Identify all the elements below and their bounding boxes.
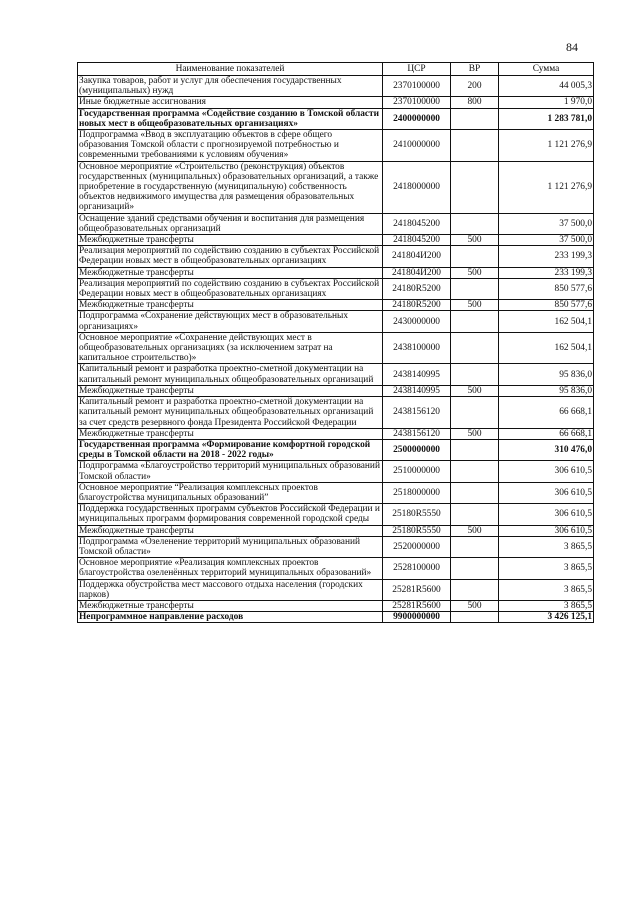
row-name: Подпрограмма «Сохранение действующих мест в образовательных организациях» [78, 311, 383, 332]
row-name: Капитальный ремонт и разработка проектно-сметной документации на капитальный ремонт муниципальных общеобразовательных организаций за счет средств резервного фонда Президента Российской Федерации [78, 397, 383, 429]
row-name: Подпрограмма «Ввод в эксплуатацию объектов в сфере общего образования Томской области с прогнозируемой потребностью и современными требованиями к условиям обучения» [78, 130, 383, 162]
row-name: Межбюджетные трансферты [78, 300, 383, 311]
header-sum: Сумма [499, 63, 594, 76]
row-vr [451, 612, 499, 623]
row-vr: 500 [451, 428, 499, 439]
row-name: Реализация мероприятий по содействию созданию в субъектах Российской Федерации новых мест в общеобразовательных организациях [78, 278, 383, 299]
row-name: Межбюджетные трансферты [78, 600, 383, 611]
row-csr: 2410000000 [383, 130, 451, 162]
table-row [78, 439, 594, 460]
row-csr: 25180R5550 [383, 504, 451, 525]
row-sum: 95 836,0 [499, 385, 594, 396]
table-header-row [78, 63, 594, 76]
row-vr [451, 364, 499, 385]
row-vr: 500 [451, 600, 499, 611]
table-row [78, 428, 594, 439]
row-sum: 3 865,5 [499, 600, 594, 611]
table-row [78, 525, 594, 536]
row-csr: 241804И200 [383, 246, 451, 267]
row-csr: 2370100000 [383, 97, 451, 108]
row-name: Непрограммное направление расходов [78, 612, 383, 623]
row-vr [451, 161, 499, 213]
row-sum: 3 865,5 [499, 558, 594, 579]
row-sum: 162 504,1 [499, 332, 594, 364]
row-sum: 66 668,1 [499, 397, 594, 429]
table-row [78, 536, 594, 557]
row-csr: 2520000000 [383, 536, 451, 557]
row-sum: 306 610,5 [499, 461, 594, 482]
row-csr: 2438140995 [383, 364, 451, 385]
row-name: Государственная программа «Формирование комфортной городской среды в Томской области на 2018 - 2022 годы» [78, 439, 383, 460]
row-vr [451, 108, 499, 129]
table-row [78, 364, 594, 385]
row-sum: 233 199,3 [499, 267, 594, 278]
row-sum: 850 577,6 [499, 278, 594, 299]
row-sum: 3 426 125,1 [499, 612, 594, 623]
row-csr: 2430000000 [383, 311, 451, 332]
row-sum: 3 865,5 [499, 579, 594, 600]
row-name: Межбюджетные трансферты [78, 267, 383, 278]
row-name: Поддержка обустройства мест массового отдыха населения (городских парков) [78, 579, 383, 600]
row-name: Межбюджетные трансферты [78, 235, 383, 246]
row-sum: 66 668,1 [499, 428, 594, 439]
row-sum: 306 610,5 [499, 504, 594, 525]
row-vr: 500 [451, 300, 499, 311]
row-name: Основное мероприятие «Сохранение действующих мест в общеобразовательных организациях (за исключением затрат на капитальное строительство)» [78, 332, 383, 364]
row-vr: 200 [451, 76, 499, 97]
row-vr [451, 558, 499, 579]
table-row [78, 397, 594, 429]
row-vr [451, 579, 499, 600]
table-row [78, 612, 594, 623]
row-sum: 1 283 781,0 [499, 108, 594, 129]
row-name: Межбюджетные трансферты [78, 385, 383, 396]
row-vr [451, 536, 499, 557]
row-name: Закупка товаров, работ и услуг для обеспечения государственных (муниципальных) нужд [78, 76, 383, 97]
row-vr [451, 397, 499, 429]
row-name: Поддержка государственных программ субъектов Российской Федерации и муниципальных программ формирования современной городской среды [78, 504, 383, 525]
row-sum: 37 500,0 [499, 213, 594, 234]
row-csr: 25281R5600 [383, 579, 451, 600]
row-sum: 162 504,1 [499, 311, 594, 332]
row-vr [451, 246, 499, 267]
row-vr [451, 482, 499, 503]
row-csr: 2438140995 [383, 385, 451, 396]
table-row [78, 504, 594, 525]
row-name: Подпрограмма «Благоустройство территорий муниципальных образований Томской области» [78, 461, 383, 482]
row-name: Иные бюджетные ассигнования [78, 97, 383, 108]
table-row [78, 579, 594, 600]
row-csr: 24180R5200 [383, 300, 451, 311]
row-vr [451, 461, 499, 482]
row-name: Оснащение зданий средствами обучения и воспитания для размещения общеобразовательных организаций [78, 213, 383, 234]
table-row [78, 235, 594, 246]
row-csr: 2518000000 [383, 482, 451, 503]
row-csr: 241804И200 [383, 267, 451, 278]
row-vr [451, 311, 499, 332]
row-sum: 37 500,0 [499, 235, 594, 246]
table-row [78, 482, 594, 503]
row-csr: 2418000000 [383, 161, 451, 213]
row-vr: 800 [451, 97, 499, 108]
row-sum: 233 199,3 [499, 246, 594, 267]
row-vr [451, 278, 499, 299]
row-csr: 9900000000 [383, 612, 451, 623]
row-sum: 306 610,5 [499, 482, 594, 503]
table-row [78, 332, 594, 364]
row-sum: 310 476,0 [499, 439, 594, 460]
row-sum: 306 610,5 [499, 525, 594, 536]
row-name: Основное мероприятие “Реализация комплексных проектов благоустройства муниципальных образований” [78, 482, 383, 503]
header-vr: ВР [451, 63, 499, 76]
row-name: Межбюджетные трансферты [78, 428, 383, 439]
row-csr: 24180R5200 [383, 278, 451, 299]
row-name: Межбюджетные трансферты [78, 525, 383, 536]
table-row [78, 246, 594, 267]
table-row [78, 461, 594, 482]
row-name: Основное мероприятие «Строительство (реконструкция) объектов государственных (муниципальных) образовательных организаций, а также приобретение в государственную (муниципальную) собственность объектов недвижимого имущества для размещения образовательных организаций» [78, 161, 383, 213]
row-vr: 500 [451, 267, 499, 278]
row-sum: 95 836,0 [499, 364, 594, 385]
page-number: 84 [566, 40, 578, 54]
table-row [78, 600, 594, 611]
row-vr [451, 332, 499, 364]
table-row [78, 97, 594, 108]
row-vr [451, 213, 499, 234]
row-name: Подпрограмма «Озеленение территорий муниципальных образований Томской области» [78, 536, 383, 557]
table-row [78, 385, 594, 396]
row-sum: 3 865,5 [499, 536, 594, 557]
table-row [78, 311, 594, 332]
row-vr: 500 [451, 385, 499, 396]
row-csr: 25281R5600 [383, 600, 451, 611]
table-row [78, 213, 594, 234]
table-row [78, 300, 594, 311]
row-csr: 2438156120 [383, 428, 451, 439]
row-sum: 850 577,6 [499, 300, 594, 311]
row-csr: 2418045200 [383, 235, 451, 246]
table-body [78, 76, 594, 623]
row-sum: 1 121 276,9 [499, 130, 594, 162]
table-row [78, 130, 594, 162]
header-name: Наименование показателей [78, 63, 383, 76]
row-csr: 25180R5550 [383, 525, 451, 536]
row-sum: 1 970,0 [499, 97, 594, 108]
row-name: Реализация мероприятий по содействию созданию в субъектах Российской Федерации новых мест в общеобразовательных организациях [78, 246, 383, 267]
table-row [78, 76, 594, 97]
table-row [78, 108, 594, 129]
row-sum: 44 005,3 [499, 76, 594, 97]
row-name: Государственная программа «Содействие созданию в Томской области новых мест в общеобразовательных организациях» [78, 108, 383, 129]
row-name: Капитальный ремонт и разработка проектно-сметной документации на капитальный ремонт муниципальных общеобразовательных организаций [78, 364, 383, 385]
row-sum: 1 121 276,9 [499, 161, 594, 213]
row-csr: 2438100000 [383, 332, 451, 364]
row-csr: 2438156120 [383, 397, 451, 429]
row-vr [451, 130, 499, 162]
header-csr: ЦСР [383, 63, 451, 76]
row-csr: 2510000000 [383, 461, 451, 482]
row-csr: 2500000000 [383, 439, 451, 460]
row-csr: 2418045200 [383, 213, 451, 234]
row-csr: 2528100000 [383, 558, 451, 579]
row-vr: 500 [451, 235, 499, 246]
row-vr [451, 439, 499, 460]
table-row [78, 161, 594, 213]
row-name: Основное мероприятие «Реализация комплексных проектов благоустройства озеленённых территорий муниципальных образований» [78, 558, 383, 579]
row-csr: 2370100000 [383, 76, 451, 97]
table-row [78, 558, 594, 579]
table-row [78, 267, 594, 278]
budget-table [77, 62, 594, 623]
table-row [78, 278, 594, 299]
row-vr [451, 504, 499, 525]
row-vr: 500 [451, 525, 499, 536]
row-csr: 2400000000 [383, 108, 451, 129]
